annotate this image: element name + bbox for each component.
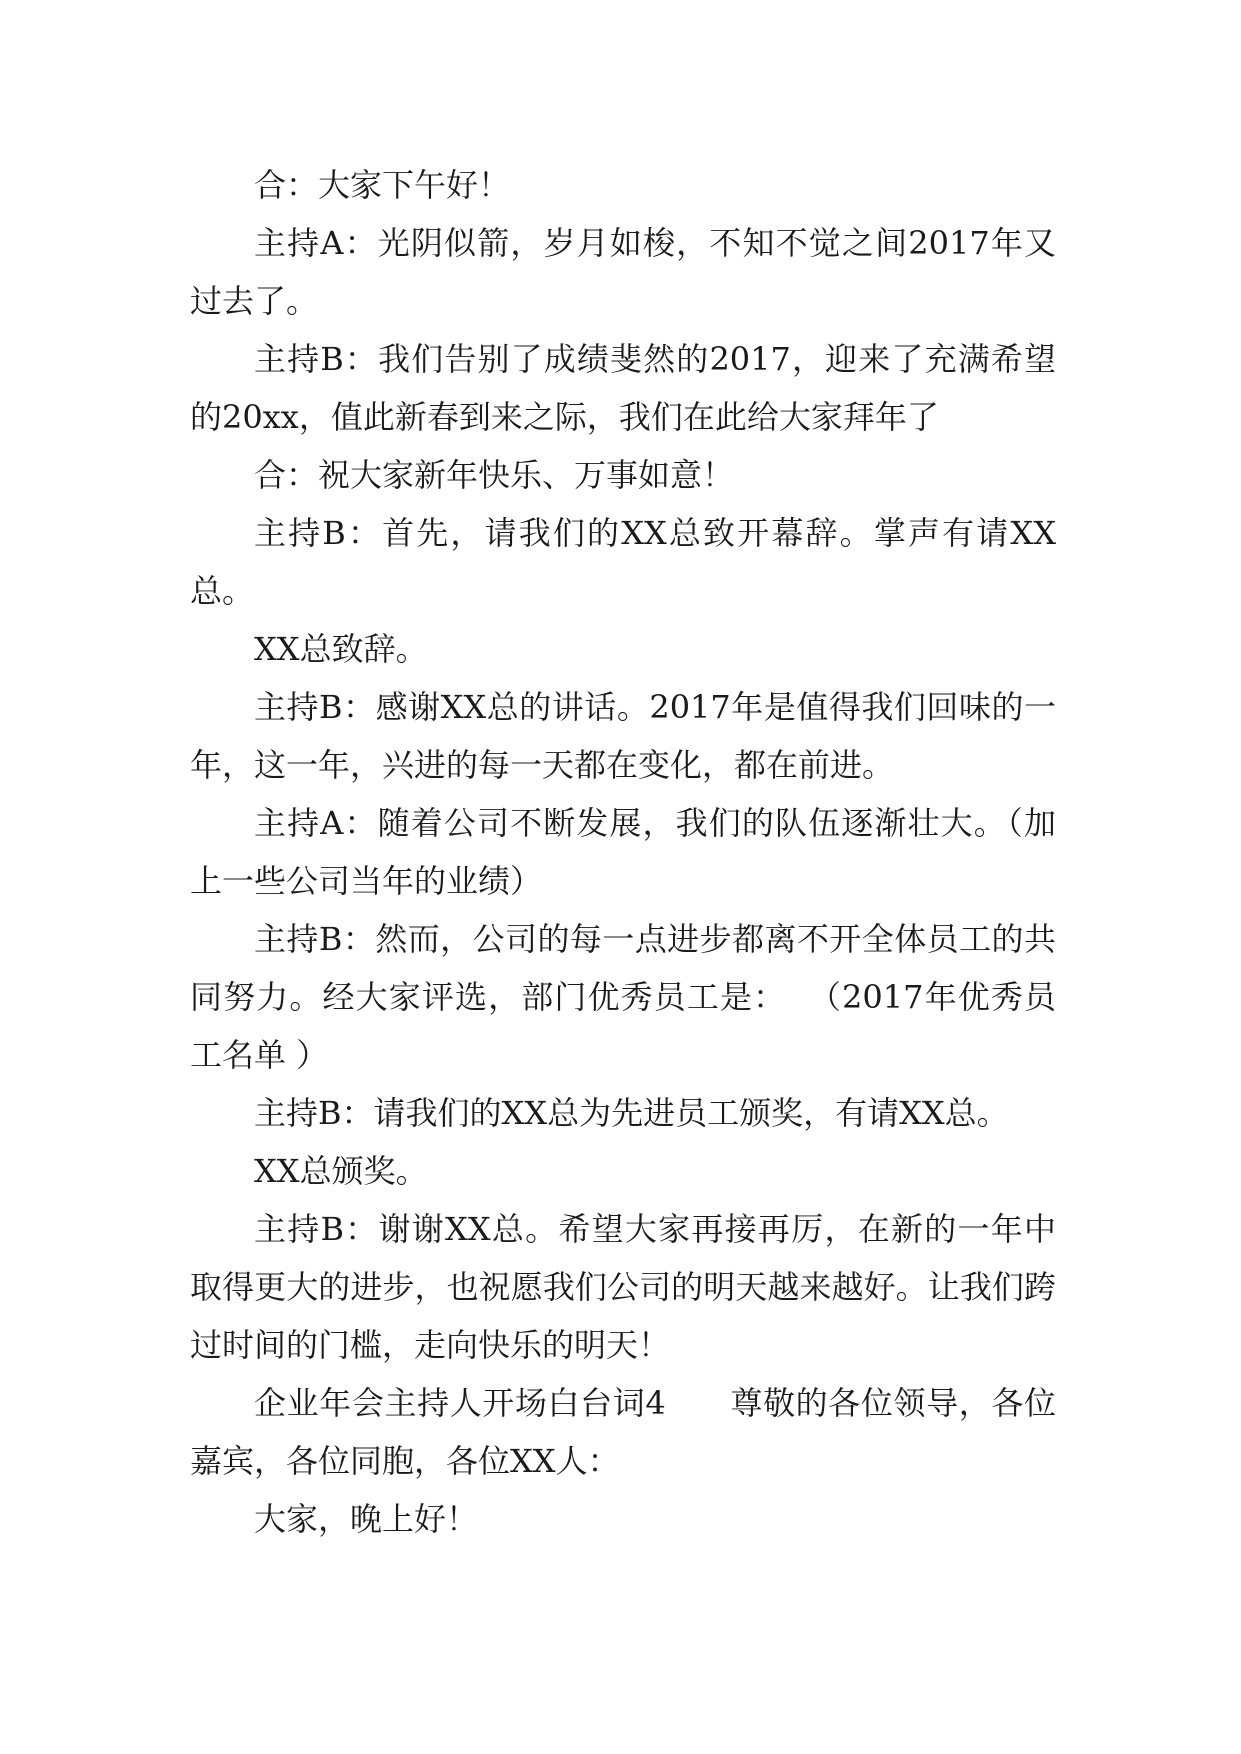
document-body <box>190 156 1056 1548</box>
paragraph-12: 主持B：谢谢XX总。希望大家再接再厉，在新的一年中取得更大的进步，也祝愿我们公司的明天越来越好。让我们跨过时间的门槛，走向快乐的明天！ <box>190 1210 1056 1364</box>
paragraph-10: 主持B：请我们的XX总为先进员工颁奖，有请XX总。 <box>254 1094 1009 1132</box>
paragraph-1: 合：大家下午好！ <box>254 166 511 204</box>
paragraph-2: 主持A：光阴似箭，岁月如梭，不知不觉之间2017年又过去了。 <box>190 224 1056 320</box>
paragraph-13: 企业年会主持人开场白台词4 尊敬的各位领导，各位嘉宾，各位同胞，各位XX人： <box>190 1384 1056 1480</box>
paragraph-5: 主持B：首先，请我们的XX总致开幕辞。掌声有请XX总。 <box>190 514 1056 610</box>
paragraph-11: XX总颁奖。 <box>254 1152 428 1190</box>
paragraph-6: XX总致辞。 <box>254 630 428 668</box>
paragraph-7: 主持B：感谢XX总的讲话。2017年是值得我们回味的一年，这一年，兴进的每一天都在变化，都在前进。 <box>190 688 1056 784</box>
paragraph-14: 大家，晚上好！ <box>254 1500 479 1538</box>
paragraph-9: 主持B：然而，公司的每一点进步都离不开全体员工的共同努力。经大家评选，部门优秀员工是： （2017年优秀员工名单 ） <box>190 920 1056 1074</box>
paragraph-4: 合：祝大家新年快乐、万事如意！ <box>254 456 735 494</box>
paragraph-3: 主持B：我们告别了成绩斐然的2017，迎来了充满希望的20xx，值此新春到来之际，我们在此给大家拜年了 <box>190 340 1056 436</box>
paragraph-8: 主持A：随着公司不断发展，我们的队伍逐渐壮大。（加上一些公司当年的业绩） <box>190 804 1056 900</box>
